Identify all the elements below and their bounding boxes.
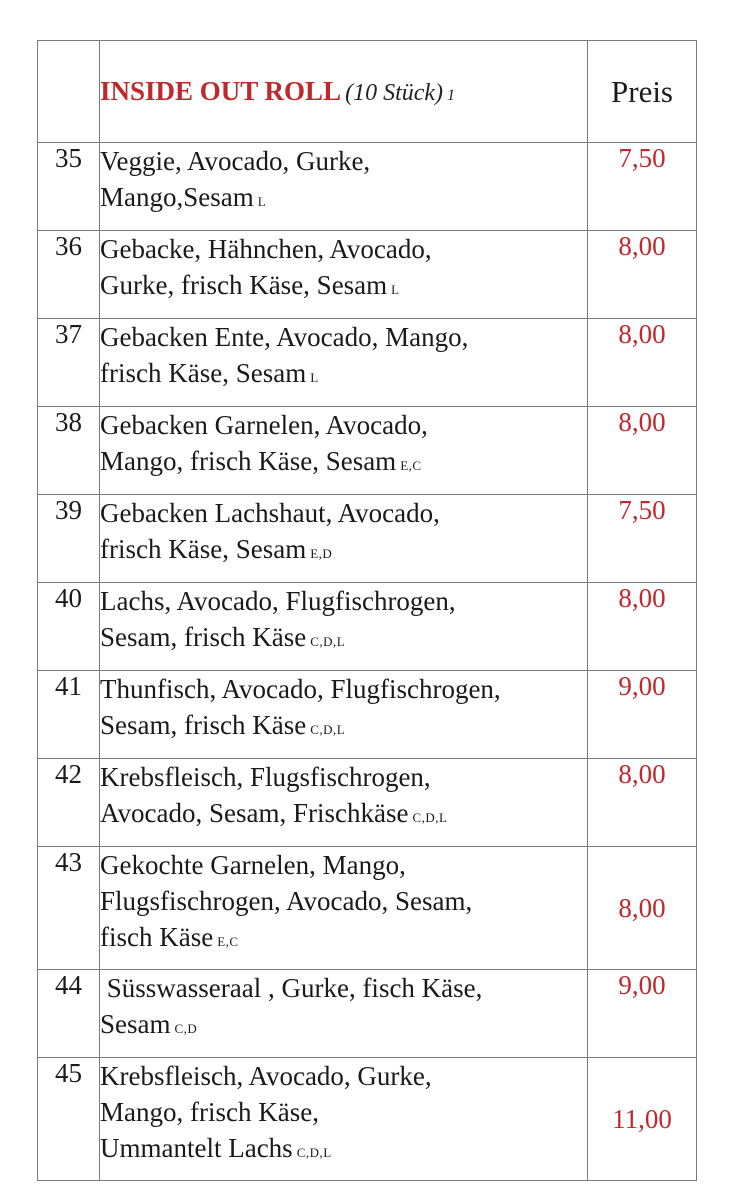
menu-item-row xyxy=(38,143,697,231)
item-description-line: Mango, frisch Käse, xyxy=(100,1097,319,1127)
item-description-line: Gurke, frisch Käse, Sesam xyxy=(100,270,388,300)
item-allergens: E,C xyxy=(400,458,422,473)
menu-item-row xyxy=(38,970,697,1058)
item-price: 7,50 xyxy=(588,143,697,231)
item-description-line: Gekochte Garnelen, Mango, xyxy=(100,850,406,880)
item-description-line: Gebacken Lachshaut, Avocado, xyxy=(100,498,440,528)
price-column-header: Preis xyxy=(588,41,697,143)
item-number: 42 xyxy=(38,759,100,847)
item-description xyxy=(100,143,588,231)
item-description xyxy=(100,231,588,319)
item-price: 8,00 xyxy=(588,847,697,970)
item-description-line: frisch Käse, Sesam xyxy=(100,534,307,564)
item-allergens: C,D,L xyxy=(310,634,346,649)
item-price: 8,00 xyxy=(588,319,697,407)
item-number: 41 xyxy=(38,671,100,759)
item-description xyxy=(100,970,588,1058)
item-description-line: fisch Käse xyxy=(100,922,214,952)
item-description xyxy=(100,671,588,759)
item-number: 37 xyxy=(38,319,100,407)
item-number: 45 xyxy=(38,1058,100,1181)
menu-body xyxy=(38,143,697,1181)
item-number: 38 xyxy=(38,407,100,495)
menu-item-row xyxy=(38,407,697,495)
item-price: 8,00 xyxy=(588,583,697,671)
menu-item-row xyxy=(38,671,697,759)
item-description-line: Mango, frisch Käse, Sesam xyxy=(100,446,397,476)
menu-item-row xyxy=(38,495,697,583)
item-allergens: E,C xyxy=(217,934,239,949)
menu-item-row xyxy=(38,583,697,671)
item-number: 43 xyxy=(38,847,100,970)
item-price: 7,50 xyxy=(588,495,697,583)
item-price: 8,00 xyxy=(588,407,697,495)
item-allergens: C,D xyxy=(174,1021,198,1036)
section-note: 1 xyxy=(447,87,456,104)
menu-item-row xyxy=(38,847,697,970)
section-title: INSIDE OUT ROLL xyxy=(100,76,342,106)
item-number: 35 xyxy=(38,143,100,231)
item-allergens: L xyxy=(391,282,400,297)
item-price: 8,00 xyxy=(588,231,697,319)
item-description-line: Gebacken Garnelen, Avocado, xyxy=(100,410,428,440)
item-description-line: Krebsfleisch, Avocado, Gurke, xyxy=(100,1061,432,1091)
section-subtitle: (10 Stück) xyxy=(345,80,444,106)
item-number: 44 xyxy=(38,970,100,1058)
item-description xyxy=(100,319,588,407)
item-price: 9,00 xyxy=(588,970,697,1058)
item-price: 11,00 xyxy=(588,1058,697,1181)
item-allergens: L xyxy=(257,194,267,209)
item-allergens: C,D,L xyxy=(296,1145,332,1160)
item-description xyxy=(100,583,588,671)
item-allergens: L xyxy=(310,370,319,385)
item-description-line: Gebacke, Hähnchen, Avocado, xyxy=(100,234,432,264)
menu-item-row xyxy=(38,1058,697,1181)
item-description-line: Krebsfleisch, Flugsfischrogen, xyxy=(100,762,431,792)
item-description-line: Sesam, frisch Käse xyxy=(100,622,307,652)
menu-item-row xyxy=(38,231,697,319)
menu-item-row xyxy=(38,759,697,847)
item-description-line: Sesam, frisch Käse xyxy=(100,710,307,740)
menu-item-row xyxy=(38,319,697,407)
item-description-line: Lachs, Avocado, Flugfischrogen, xyxy=(100,586,456,616)
item-description-line: Avocado, Sesam, Frischkäse xyxy=(100,798,409,828)
item-price: 8,00 xyxy=(588,759,697,847)
item-price: 9,00 xyxy=(588,671,697,759)
item-description-line: Süsswasseraal , Gurke, fisch Käse, xyxy=(100,973,483,1003)
item-allergens: E,D xyxy=(310,546,333,561)
item-description-line: Sesam xyxy=(100,1009,171,1039)
item-number: 36 xyxy=(38,231,100,319)
item-allergens: C,D,L xyxy=(310,722,346,737)
item-description xyxy=(100,495,588,583)
item-description-line: Veggie, Avocado, Gurke, xyxy=(100,146,371,176)
item-allergens: C,D,L xyxy=(412,810,448,825)
item-number: 40 xyxy=(38,583,100,671)
item-description-line: Gebacken Ente, Avocado, Mango, xyxy=(100,322,469,352)
item-description xyxy=(100,847,588,970)
item-description-line: frisch Käse, Sesam xyxy=(100,358,307,388)
item-description-line: Flugsfischrogen, Avocado, Sesam, xyxy=(100,886,473,916)
item-description xyxy=(100,407,588,495)
item-number: 39 xyxy=(38,495,100,583)
item-description-line: Ummantelt Lachs xyxy=(100,1133,293,1163)
menu-table xyxy=(37,40,697,1181)
item-description-line: Mango,Sesam xyxy=(100,182,254,212)
header-row xyxy=(38,41,697,143)
header-number-cell xyxy=(38,41,100,143)
item-description-line: Thunfisch, Avocado, Flugfischrogen, xyxy=(100,674,501,704)
item-description xyxy=(100,1058,588,1181)
header-title-cell xyxy=(100,41,588,143)
item-description xyxy=(100,759,588,847)
